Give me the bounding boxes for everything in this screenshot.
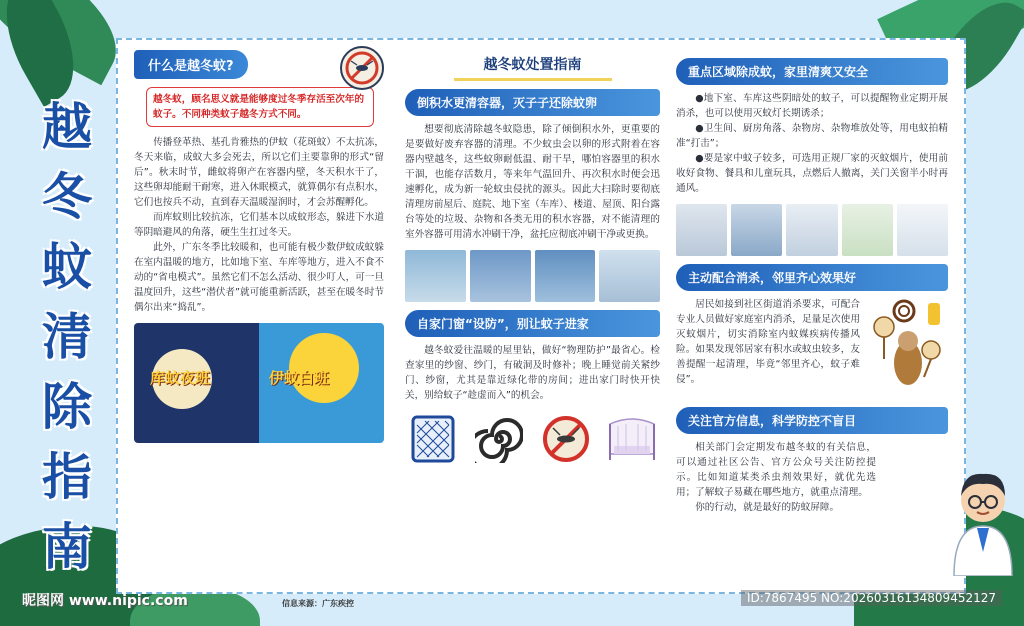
section-heading: 重点区域除成蚊，家里清爽又安全	[676, 58, 948, 85]
vertical-title	[32, 92, 102, 582]
toilet-photo	[897, 204, 948, 256]
title-char: 冬	[42, 168, 92, 226]
drain-photo	[535, 250, 596, 302]
title-char: 蚊	[42, 238, 92, 296]
cleaning-photo	[599, 250, 660, 302]
paragraph: 越冬蚊爱往温暖的屋里钻，做好“物理防护”最省心。检查家里的纱窗、纱门，有破洞及时修补；晚上睡觉前关紧纱门、纱窗，尤其是靠近绿化带的房间；进出家门时快开快关，别给蚊子“趁虚而入”的机会。	[405, 345, 660, 401]
garage-photo	[405, 250, 466, 302]
prevention-icons	[405, 413, 660, 465]
paragraph: 此外，广东冬季比较暖和，也可能有极少数伊蚊成蚊躲在室内温暖的地方，比如地下室、车库等地方，进入不食不动的“省电模式”。虽然它们不怎么活动、很少叮人，可一旦温度回升，这些“潜伏者”就可能重新活跃，甚至在暖冬时节偶尔出来“捣乱”。	[134, 242, 384, 313]
column-guide	[405, 50, 660, 465]
mosquito-swatter-illustration	[866, 297, 948, 407]
photo-row	[405, 250, 660, 302]
title-char: 指	[42, 448, 92, 506]
paragraph: 而库蚊则比较抗冻，它们基本以成蚊形态，躲进下水道等阴暗避风的角落，硬生生扛过冬天。	[134, 212, 384, 238]
official-info-block	[676, 440, 876, 515]
paragraph: 想要彻底清除越冬蚊隐患，除了倾倒积水外，更重要的是要做好废弃容器的清理。不少蚊虫会以卵的形式附着在容器内壁越冬，这些蚊卵耐低温、耐干旱，哪怕容器里的积水干涸，也能存活数月，等来年气温回升、再次积水时便会迅速孵化，成为新一轮蚊虫侵扰的源头。因此大扫除时要彻底清理房前屋后、庭院、地下室（车库）、楼道、屋顶、阳台露台等处的垃圾、杂物和各类无用的积水容器，对不能清理的室外容器可用清水冲刷干净，盆托应彻底冲刷干净或更换。	[405, 124, 660, 240]
plant-photo	[842, 204, 893, 256]
no-mosquito-icon	[538, 413, 594, 465]
cooperation-block	[676, 297, 948, 407]
section-heading: 越冬蚊处置指南	[454, 50, 612, 81]
stairway-photo	[470, 250, 531, 302]
no-mosquito-icon	[340, 46, 384, 90]
day-panel	[259, 323, 384, 443]
paragraph: 传播登革热、基孔肯雅热的伊蚊（花斑蚊）不太抗冻，冬天来临，成蚊大多会死去，所以它们主要靠卵的形式“留后”。秋末时节，雌蚊将卵产在容器内壁，冬天积水干了，这些卵却能耐干耐寒，进入休眠模式，就算偶尔有点积水，它们也按兵不动，直到春天温暖湿润时，才会苏醒孵化。	[134, 137, 384, 208]
section-heading: 主动配合消杀，邻里齐心效果好	[676, 264, 948, 291]
doctor-illustration	[948, 456, 1018, 576]
paragraph: 相关部门会定期发布越冬蚊的有关信息，可以通过社区公告、官方公众号关注防控提示。比如知道某类杀虫剂效果好，就优先选用；了解蚊子易藏在哪些地方，就重点清理。	[676, 442, 876, 498]
closing-line: 你的行动，就是最好的防蚊屏障。	[695, 502, 840, 513]
watermark-id: ID:7867495 NO:20260316134809452127	[741, 590, 1002, 606]
paragraph: 居民如接到社区街道消杀要求，可配合专业人员做好家庭室内消杀，足量足次使用灭蚊烟片，切实消除室内蚊媒疾病传播风险。如果发现邻居家有积水或蚊虫较多，友善提醒一起清理，毕竟“邻里齐心，蚊子难侵”。	[676, 299, 860, 385]
bed-net-icon	[604, 413, 660, 465]
night-panel	[134, 323, 259, 443]
cartoon-label: 伊蚊白班	[269, 369, 330, 387]
bullet-item: ●卫生间、厨房角落、杂物房、杂物堆放处等，用电蚊拍精准“打击”；	[676, 123, 948, 149]
room-photo	[676, 204, 727, 256]
cleaning-photo	[786, 204, 837, 256]
mosquito-cartoon	[134, 323, 384, 443]
mosquito-coil-icon	[471, 413, 527, 465]
bullet-item: ●要是家中蚊子较多，可选用正规厂家的灭蚊烟片，使用前收好食物、餐具和儿童玩具，点燃后人撤离，关门关窗半小时再通风。	[676, 153, 948, 194]
column-what-is	[134, 50, 384, 443]
title-char: 清	[42, 308, 92, 366]
subheading: 倒积水更清容器，灭子子还除蚊卵	[405, 89, 660, 116]
cartoon-label: 库蚊夜班	[150, 369, 211, 387]
info-source: 信息来源：广东疾控	[282, 599, 354, 608]
column-actions	[676, 58, 948, 515]
section-heading: 什么是越冬蚊?	[134, 50, 248, 79]
section-header	[405, 50, 660, 89]
title-char: 除	[42, 378, 92, 436]
title-char: 南	[42, 518, 92, 576]
kitchen-photo	[731, 204, 782, 256]
subheading: 自家门窗“设防”，别让蚊子进家	[405, 310, 660, 337]
window-screen-icon	[405, 413, 461, 465]
watermark-site: 昵图网 www.nipic.com	[22, 593, 188, 609]
definition-box: 越冬蚊，顾名思义就是能够度过冬季存活至次年的蚊子。不同种类蚊子越冬方式不同。	[146, 87, 374, 127]
photo-row	[676, 204, 948, 256]
bullet-item: ●地下室、车库这些阴暗处的蚊子，可以提醒物业定期开展消杀，也可以使用灭蚊灯长期诱杀；	[676, 93, 948, 119]
title-char: 越	[42, 98, 92, 156]
section-header	[134, 50, 384, 79]
section-heading: 关注官方信息，科学防控不盲目	[676, 407, 948, 434]
